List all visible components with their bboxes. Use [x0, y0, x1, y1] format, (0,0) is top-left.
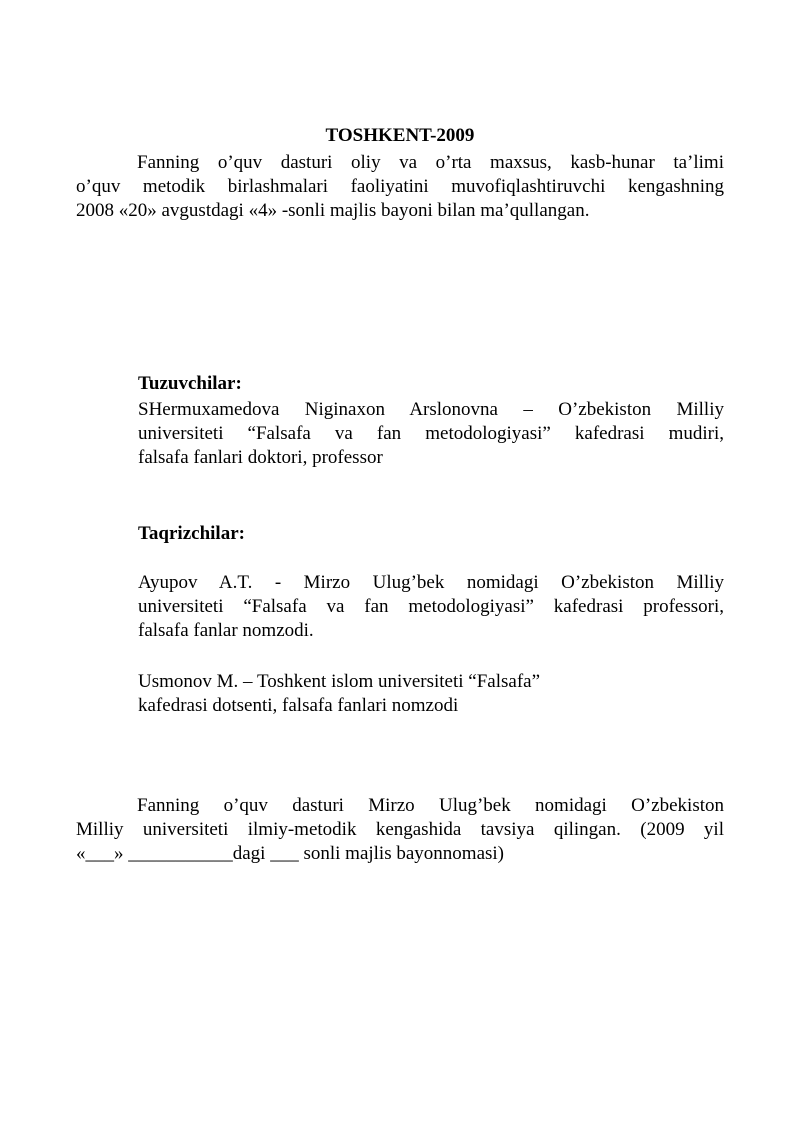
compilers-paragraph: [138, 398, 724, 470]
approval-paragraph: [76, 151, 724, 223]
reviewers-title: Taqrizchilar:: [138, 523, 245, 544]
approval-line-3: 2008 «20» avgustdagi «4» -sonli majlis bayoni bilan ma’qullangan.: [76, 200, 590, 221]
reviewer-2-paragraph: [138, 670, 724, 718]
recommendation-line-2: Milliy universiteti ilmiy-metodik kengashida tavsiya qilingan. (2009 yil: [76, 819, 724, 840]
reviewer-1-line-1: Ayupov A.T. - Mirzo Ulug’bek nomidagi O’zbekiston Milliy: [138, 572, 724, 593]
reviewer-1-line-3: falsafa fanlar nomzodi.: [138, 620, 314, 641]
reviewer-1-paragraph: [138, 571, 724, 643]
reviewer-2-line-1: Usmonov M. – Toshkent islom universiteti “Falsafa”: [138, 671, 541, 692]
reviewer-1-line-2: universiteti “Falsafa va fan metodologiyasi” kafedrasi professori,: [138, 596, 724, 617]
compilers-line-3: falsafa fanlari doktori, professor: [138, 447, 383, 468]
approval-line-2: o’quv metodik birlashmalari faoliyatini muvofiqlashtiruvchi kengashning: [76, 176, 724, 197]
document-heading: TOSHKENT-2009: [325, 125, 475, 146]
recommendation-paragraph: [76, 794, 724, 866]
compilers-title: Tuzuvchilar:: [138, 373, 242, 394]
recommendation-line-1: Fanning o’quv dasturi Mirzo Ulug’bek nomidagi O’zbekiston: [137, 795, 724, 816]
compilers-line-1: SHermuxamedova Niginaxon Arslonovna – O’zbekiston Milliy: [138, 399, 724, 420]
recommendation-line-3: «___» ___________dagi ___ sonli majlis bayonnomasi): [76, 843, 505, 864]
approval-line-1: Fanning o’quv dasturi oliy va o’rta maxsus, kasb-hunar ta’limi: [137, 152, 724, 173]
compilers-line-2: universiteti “Falsafa va fan metodologiyasi” kafedrasi mudiri,: [138, 423, 724, 444]
reviewer-2-line-2: kafedrasi dotsenti, falsafa fanlari nomzodi: [138, 695, 459, 716]
